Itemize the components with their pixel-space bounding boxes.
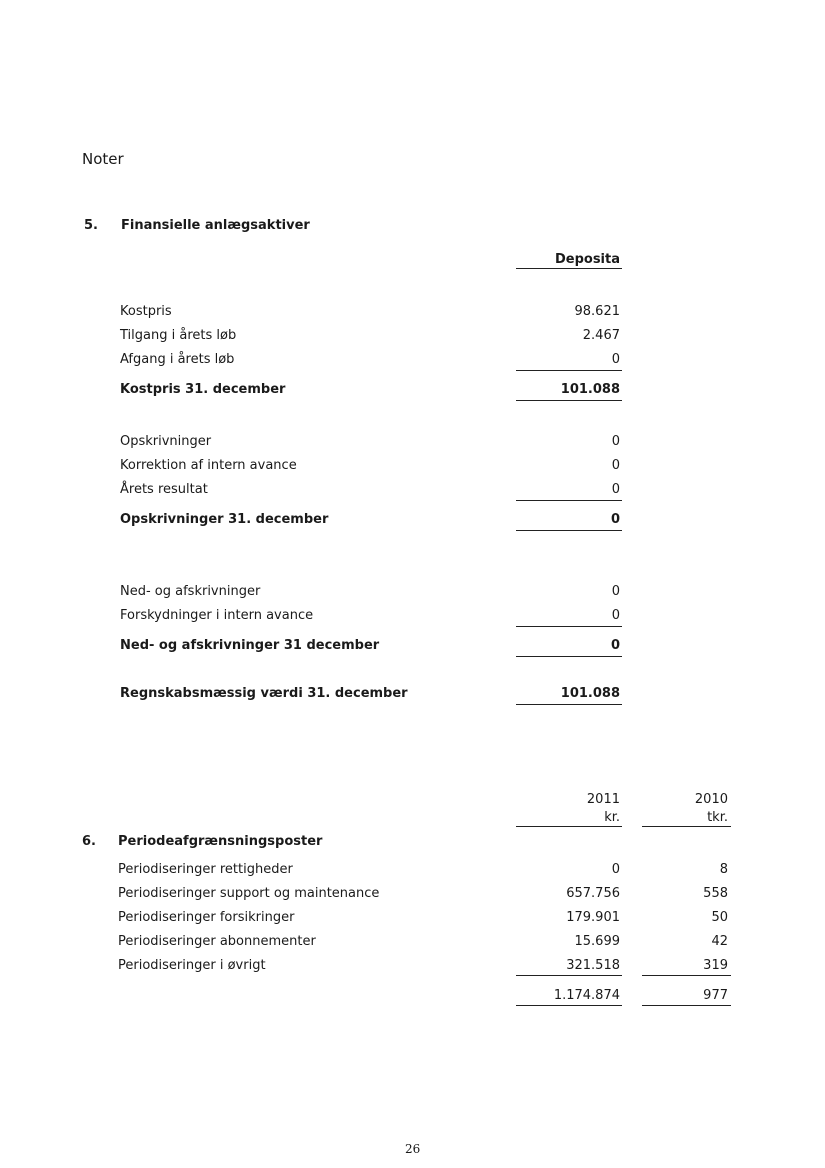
subtotal-rule (516, 500, 622, 501)
note-6-number: 6. (82, 834, 96, 849)
row-value: 0 (611, 352, 620, 367)
row-label: Afgang i årets løb (120, 352, 235, 367)
page-number: 26 (405, 1142, 421, 1156)
subtotal-rule (516, 626, 622, 627)
row-label: Forskydninger i intern avance (120, 608, 314, 623)
subtotal-rule (516, 370, 622, 371)
row-value: 0 (611, 458, 620, 473)
header-underline (642, 826, 731, 827)
row-label: Periodiseringer abonnementer (118, 934, 316, 949)
col-2011-unit: kr. (604, 810, 620, 825)
row-label: Årets resultat (120, 482, 208, 497)
row-value: 0 (611, 608, 620, 623)
row-value-2011: 15.699 (574, 934, 620, 949)
subtotal-rule (642, 975, 731, 976)
row-label: Periodiseringer i øvrigt (118, 958, 266, 973)
total-value: 101.088 (560, 382, 620, 397)
total-rule (516, 400, 622, 401)
total-rule (516, 704, 622, 705)
row-label: Periodiseringer forsikringer (118, 910, 295, 925)
carrying-amount-label: Regnskabsmæssig værdi 31. december (120, 686, 408, 701)
note-5-title: Finansielle anlægsaktiver (121, 218, 310, 233)
row-value-2011: 657.756 (566, 886, 620, 901)
row-label: Periodiseringer rettigheder (118, 862, 293, 877)
total-label: Opskrivninger 31. december (120, 512, 329, 527)
total-value: 0 (610, 512, 620, 527)
row-value: 0 (611, 482, 620, 497)
note-5-number: 5. (84, 218, 98, 233)
row-value: 98.621 (574, 304, 620, 319)
total-label: Ned- og afskrivninger 31 december (120, 638, 380, 653)
col-2011-year: 2011 (586, 792, 620, 807)
total-label: Kostpris 31. december (120, 382, 286, 397)
row-label: Tilgang i årets løb (120, 328, 237, 343)
header-underline (516, 268, 622, 269)
row-value-2011: 179.901 (566, 910, 620, 925)
row-value-2010: 319 (703, 958, 728, 973)
total-2010: 977 (703, 988, 728, 1003)
total-value: 0 (610, 638, 620, 653)
total-rule (516, 1005, 622, 1006)
header-underline (516, 826, 622, 827)
deposita-column-header: Deposita (554, 252, 620, 267)
col-2010-unit: tkr. (707, 810, 728, 825)
subtotal-rule (516, 975, 622, 976)
row-label: Ned- og afskrivninger (120, 584, 261, 599)
row-value-2011: 0 (611, 862, 620, 877)
row-value-2010: 50 (711, 910, 728, 925)
total-rule (516, 656, 622, 657)
page-heading: Noter (82, 150, 124, 168)
row-value: 0 (611, 584, 620, 599)
carrying-amount-value: 101.088 (560, 686, 620, 701)
total-rule (642, 1005, 731, 1006)
note-6-title: Periodeafgrænsningsposter (118, 834, 323, 849)
row-label: Kostpris (120, 304, 172, 319)
row-value-2010: 558 (703, 886, 728, 901)
row-label: Periodiseringer support og maintenance (118, 886, 380, 901)
row-label: Opskrivninger (120, 434, 212, 449)
row-value-2011: 321.518 (566, 958, 620, 973)
row-label: Korrektion af intern avance (120, 458, 297, 473)
total-2011: 1.174.874 (553, 988, 620, 1003)
total-rule (516, 530, 622, 531)
row-value-2010: 8 (719, 862, 728, 877)
row-value: 0 (611, 434, 620, 449)
row-value-2010: 42 (711, 934, 728, 949)
row-value: 2.467 (582, 328, 620, 343)
col-2010-year: 2010 (694, 792, 728, 807)
